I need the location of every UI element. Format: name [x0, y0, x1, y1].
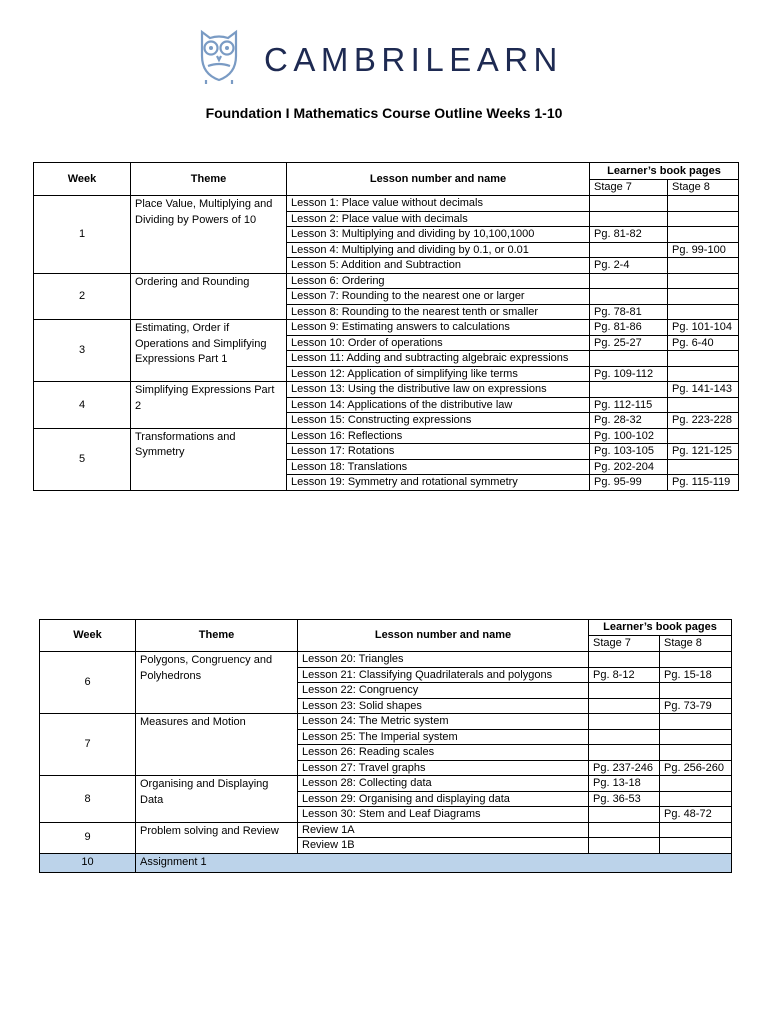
lesson-name-cell: Lesson 11: Adding and subtracting algebraic expressions	[287, 351, 590, 367]
lesson-name-cell: Lesson 26: Reading scales	[298, 745, 589, 761]
stage7-pages-cell	[589, 745, 660, 761]
table-row	[34, 320, 739, 336]
stage7-pages-cell: Pg. 25-27	[590, 335, 668, 351]
table-row	[40, 714, 732, 730]
stage8-pages-cell: Pg. 73-79	[660, 698, 732, 714]
table1-body	[34, 196, 739, 491]
theme-cell: Polygons, Congruency and Polyhedrons	[136, 652, 298, 714]
lesson-name-cell: Lesson 14: Applications of the distributive law	[287, 397, 590, 413]
stage7-pages-cell	[589, 729, 660, 745]
header-stage8: Stage 8	[668, 180, 739, 196]
table2-body	[40, 652, 732, 873]
stage7-pages-cell: Pg. 28-32	[590, 413, 668, 429]
page-header	[0, 0, 768, 100]
stage7-pages-cell	[589, 838, 660, 854]
stage8-pages-cell	[668, 273, 739, 289]
theme-cell: Estimating, Order if Operations and Simplifying Expressions Part 1	[131, 320, 287, 382]
stage8-pages-cell	[668, 459, 739, 475]
stage8-pages-cell: Pg. 141-143	[668, 382, 739, 398]
stage8-pages-cell: Pg. 6-40	[668, 335, 739, 351]
lesson-name-cell: Lesson 20: Triangles	[298, 652, 589, 668]
week-cell: 2	[34, 273, 131, 320]
lesson-name-cell: Lesson 5: Addition and Subtraction	[287, 258, 590, 274]
stage7-pages-cell: Pg. 13-18	[589, 776, 660, 792]
theme-cell: Problem solving and Review	[136, 822, 298, 853]
lesson-name-cell: Lesson 30: Stem and Leaf Diagrams	[298, 807, 589, 823]
stage7-pages-cell: Pg. 95-99	[590, 475, 668, 491]
lesson-name-cell: Lesson 1: Place value without decimals	[287, 196, 590, 212]
lesson-name-cell: Lesson 28: Collecting data	[298, 776, 589, 792]
lesson-name-cell: Lesson 7: Rounding to the nearest one or larger	[287, 289, 590, 305]
stage7-pages-cell	[589, 822, 660, 838]
lesson-name-cell: Lesson 13: Using the distributive law on expressions	[287, 382, 590, 398]
theme-cell: Transformations and Symmetry	[131, 428, 287, 490]
stage8-pages-cell	[668, 289, 739, 305]
stage7-pages-cell: Pg. 78-81	[590, 304, 668, 320]
week-cell: 8	[40, 776, 136, 823]
stage8-pages-cell	[668, 211, 739, 227]
stage8-pages-cell	[668, 397, 739, 413]
stage8-pages-cell: Pg. 115-119	[668, 475, 739, 491]
stage7-pages-cell: Pg. 81-82	[590, 227, 668, 243]
table-row	[34, 273, 739, 289]
header-pages: Learner’s book pages	[589, 620, 732, 636]
lesson-name-cell: Lesson 15: Constructing expressions	[287, 413, 590, 429]
lesson-name-cell: Lesson 27: Travel graphs	[298, 760, 589, 776]
header-stage7: Stage 7	[590, 180, 668, 196]
lesson-name-cell: Lesson 8: Rounding to the nearest tenth or smaller	[287, 304, 590, 320]
lesson-name-cell: Lesson 21: Classifying Quadrilaterals and polygons	[298, 667, 589, 683]
stage8-pages-cell: Pg. 99-100	[668, 242, 739, 258]
lesson-name-cell: Lesson 16: Reflections	[287, 428, 590, 444]
stage8-pages-cell	[660, 729, 732, 745]
stage8-pages-cell	[668, 428, 739, 444]
stage8-pages-cell	[660, 714, 732, 730]
lesson-name-cell: Review 1A	[298, 822, 589, 838]
course-table-weeks-1-5	[33, 162, 739, 491]
lesson-name-cell: Lesson 25: The Imperial system	[298, 729, 589, 745]
stage8-pages-cell: Pg. 15-18	[660, 667, 732, 683]
lesson-name-cell: Lesson 4: Multiplying and dividing by 0.1, or 0.01	[287, 242, 590, 258]
brand-name: CAMBRILEARN	[264, 41, 563, 78]
table-row	[34, 428, 739, 444]
header-theme: Theme	[131, 163, 287, 196]
stage8-pages-cell	[668, 366, 739, 382]
lesson-name-cell: Lesson 23: Solid shapes	[298, 698, 589, 714]
stage8-pages-cell	[660, 822, 732, 838]
table-row	[40, 652, 732, 668]
theme-cell: Place Value, Multiplying and Dividing by Powers of 10	[131, 196, 287, 274]
lesson-name-cell: Review 1B	[298, 838, 589, 854]
week-cell: 3	[34, 320, 131, 382]
stage8-pages-cell	[668, 304, 739, 320]
lesson-name-cell: Lesson 22: Congruency	[298, 683, 589, 699]
assignment-label-cell: Assignment 1	[136, 853, 732, 872]
week-cell: 1	[34, 196, 131, 274]
assignment-week-cell: 10	[40, 853, 136, 872]
stage8-pages-cell	[668, 351, 739, 367]
stage8-pages-cell	[660, 776, 732, 792]
stage7-pages-cell	[589, 683, 660, 699]
week-cell: 9	[40, 822, 136, 853]
theme-cell: Measures and Motion	[136, 714, 298, 776]
stage7-pages-cell: Pg. 100-102	[590, 428, 668, 444]
page-title: Foundation I Mathematics Course Outline Weeks 1-10	[205, 105, 563, 121]
stage7-pages-cell: Pg. 81-86	[590, 320, 668, 336]
stage7-pages-cell: Pg. 112-115	[590, 397, 668, 413]
stage7-pages-cell: Pg. 237-246	[589, 760, 660, 776]
week-cell: 4	[34, 382, 131, 429]
header-week: Week	[34, 163, 131, 196]
stage8-pages-cell: Pg. 121-125	[668, 444, 739, 460]
lesson-name-cell: Lesson 9: Estimating answers to calculations	[287, 320, 590, 336]
stage7-pages-cell: Pg. 8-12	[589, 667, 660, 683]
lesson-name-cell: Lesson 17: Rotations	[287, 444, 590, 460]
theme-cell: Organising and Displaying Data	[136, 776, 298, 823]
table-row	[40, 776, 732, 792]
stage8-pages-cell	[660, 838, 732, 854]
stage7-pages-cell: Pg. 202-204	[590, 459, 668, 475]
week-cell: 5	[34, 428, 131, 490]
lesson-name-cell: Lesson 3: Multiplying and dividing by 10,100,1000	[287, 227, 590, 243]
lesson-name-cell: Lesson 29: Organising and displaying data	[298, 791, 589, 807]
stage8-pages-cell	[668, 227, 739, 243]
lesson-name-cell: Lesson 2: Place value with decimals	[287, 211, 590, 227]
lesson-name-cell: Lesson 10: Order of operations	[287, 335, 590, 351]
stage7-pages-cell	[589, 652, 660, 668]
stage7-pages-cell	[590, 351, 668, 367]
table-row	[34, 382, 739, 398]
stage7-pages-cell	[590, 196, 668, 212]
stage7-pages-cell: Pg. 109-112	[590, 366, 668, 382]
stage8-pages-cell: Pg. 223-228	[668, 413, 739, 429]
lesson-name-cell: Lesson 6: Ordering	[287, 273, 590, 289]
stage7-pages-cell	[590, 211, 668, 227]
assignment-row	[40, 853, 732, 872]
course-table-weeks-6-10	[39, 619, 732, 873]
stage7-pages-cell	[590, 382, 668, 398]
lesson-name-cell: Lesson 18: Translations	[287, 459, 590, 475]
week-cell: 7	[40, 714, 136, 776]
lesson-name-cell: Lesson 19: Symmetry and rotational symmetry	[287, 475, 590, 491]
header-lesson: Lesson number and name	[287, 163, 590, 196]
theme-cell: Ordering and Rounding	[131, 273, 287, 320]
week-cell: 6	[40, 652, 136, 714]
header-pages: Learner’s book pages	[590, 163, 739, 180]
header-stage8: Stage 8	[660, 636, 732, 652]
header-lesson: Lesson number and name	[298, 620, 589, 652]
header-week: Week	[40, 620, 136, 652]
header-theme: Theme	[136, 620, 298, 652]
table-row	[34, 196, 739, 212]
lesson-name-cell: Lesson 12: Application of simplifying like terms	[287, 366, 590, 382]
stage7-pages-cell	[590, 242, 668, 258]
lesson-name-cell: Lesson 24: The Metric system	[298, 714, 589, 730]
stage7-pages-cell: Pg. 36-53	[589, 791, 660, 807]
stage7-pages-cell: Pg. 103-105	[590, 444, 668, 460]
table-row	[40, 822, 732, 838]
stage8-pages-cell	[668, 258, 739, 274]
stage8-pages-cell: Pg. 101-104	[668, 320, 739, 336]
stage8-pages-cell: Pg. 48-72	[660, 807, 732, 823]
header-stage7: Stage 7	[589, 636, 660, 652]
stage7-pages-cell	[589, 698, 660, 714]
stage7-pages-cell	[589, 714, 660, 730]
stage8-pages-cell	[660, 652, 732, 668]
theme-cell: Simplifying Expressions Part 2	[131, 382, 287, 429]
stage7-pages-cell	[589, 807, 660, 823]
stage8-pages-cell	[660, 745, 732, 761]
owl-icon	[196, 26, 242, 84]
stage8-pages-cell	[668, 196, 739, 212]
stage8-pages-cell: Pg. 256-260	[660, 760, 732, 776]
stage7-pages-cell: Pg. 2-4	[590, 258, 668, 274]
stage7-pages-cell	[590, 289, 668, 305]
stage7-pages-cell	[590, 273, 668, 289]
stage8-pages-cell	[660, 683, 732, 699]
stage8-pages-cell	[660, 791, 732, 807]
